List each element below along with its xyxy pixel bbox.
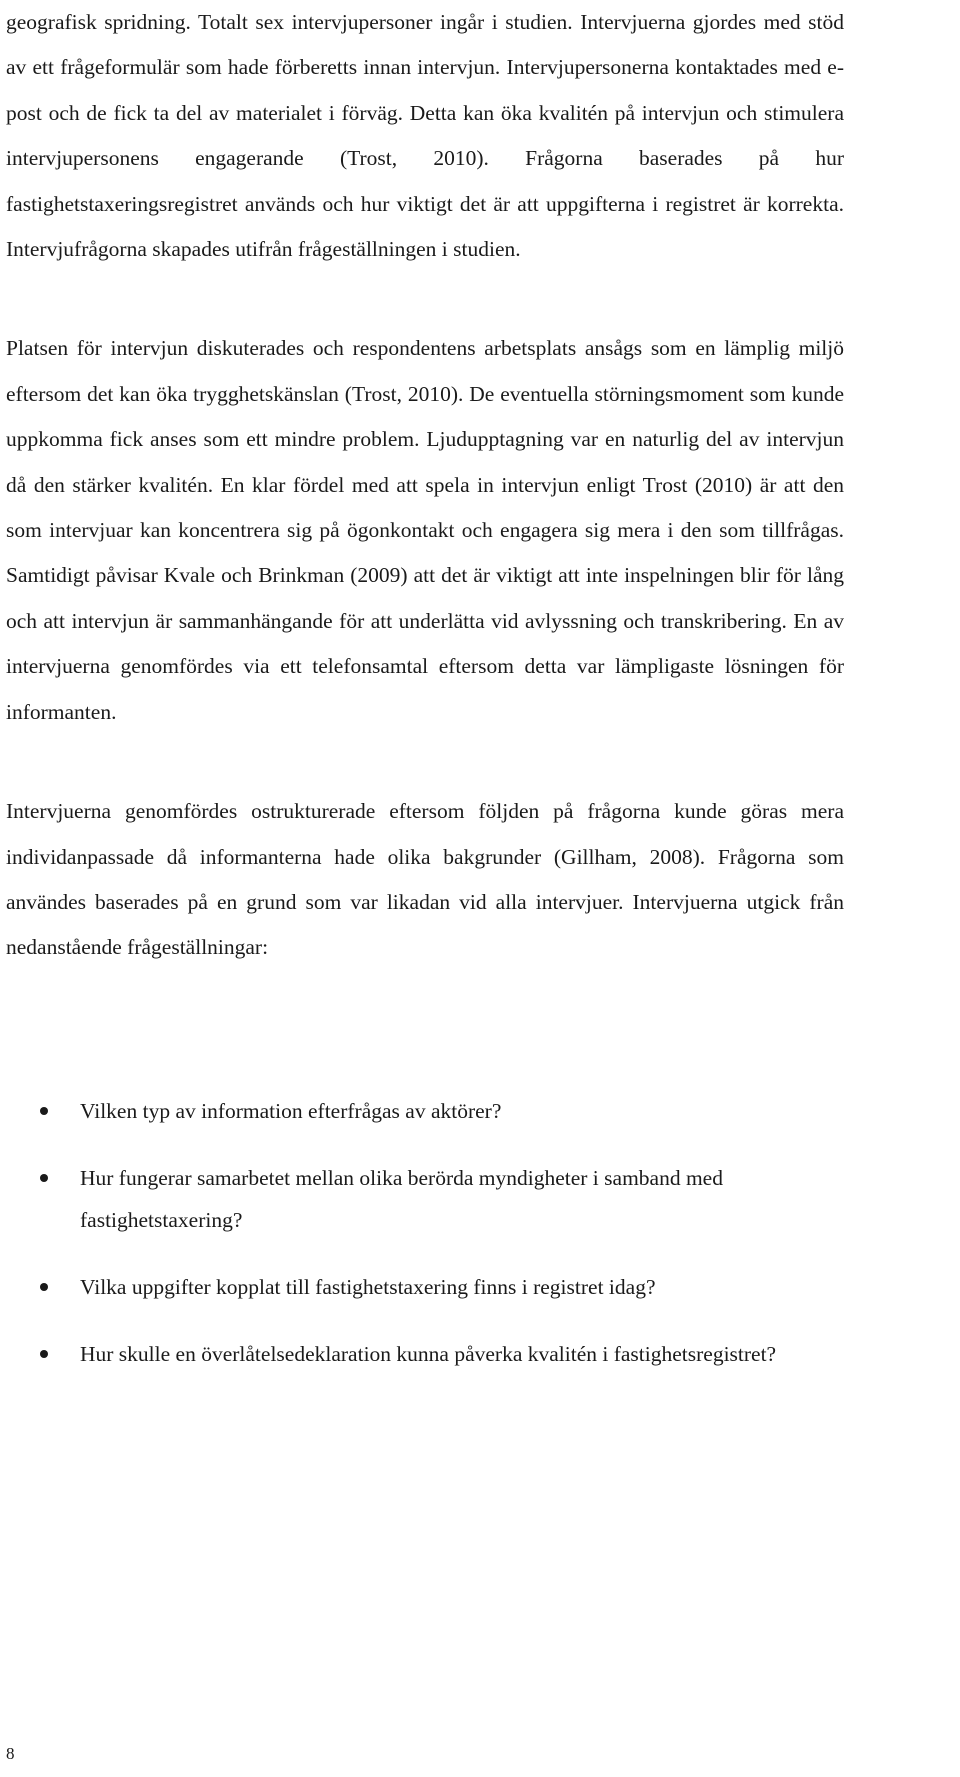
bullet-icon (40, 1174, 48, 1182)
list-item-text: Hur fungerar samarbetet mellan olika berörda myndigheter i samband med fastighetstaxering? (80, 1165, 723, 1232)
list-item (6, 1090, 844, 1132)
list-item-text: Hur skulle en överlåtelsedeklaration kunna påverka kvalitén i fastighetsregistret? (80, 1341, 777, 1366)
list-item (6, 1157, 844, 1241)
page-number: 8 (6, 1744, 15, 1763)
list-item (6, 1333, 844, 1375)
document-page (6, 0, 844, 1400)
list-item-text: Vilken typ av information efterfrågas av aktörer? (80, 1098, 502, 1123)
bullet-icon (40, 1107, 48, 1115)
body-paragraph: Platsen för intervjun diskuterades och respondentens arbetsplats ansågs som en lämplig miljö eftersom det kan öka trygghetskänslan (Trost, 2010). De eventuella störningsmoment som kunde uppkomma fick anses som ett mindre problem. Ljudupptagning var en naturlig del av intervjun då den stärker kvalitén. En klar fördel med att spela in intervjun enligt Trost (2010) är att den som intervjuar kan koncentrera sig på ögonkontakt och engagera sig mera i den som tillfrågas. Samtidigt påvisar Kvale och Brinkman (2009) att det är viktigt att inte inspelningen blir för lång och att intervjun är sammanhängande för att underlätta vid avlyssning och transkribering. En av intervjuerna genomfördes via ett telefonsamtal eftersom detta var lämpligaste lösningen för informanten. (6, 336, 844, 724)
bullet-icon (40, 1350, 48, 1358)
body-paragraph: Intervjuerna genomfördes ostrukturerade eftersom följden på frågorna kunde göras mera individanpassade då informanterna hade olika bakgrunder (Gillham, 2008). Frågorna som användes baserades på en grund som var likadan vid alla intervjuer. Intervjuerna utgick från nedanstående frågeställningar: (6, 799, 844, 960)
bullet-icon (40, 1283, 48, 1291)
list-item (6, 1266, 844, 1308)
question-list (6, 1090, 844, 1375)
list-item-text: Vilka uppgifter kopplat till fastighetstaxering finns i registret idag? (80, 1274, 656, 1299)
body-paragraph: geografisk spridning. Totalt sex intervjupersoner ingår i studien. Intervjuerna gjordes med stöd av ett frågeformulär som hade förberetts innan intervjun. Intervjupersonerna kontaktades med e-post och de fick ta del av materialet i förväg. Detta kan öka kvalitén på intervjun och stimulera intervjupersonens engagerande (Trost, 2010). Frågorna baserades på hur fastighetstaxeringsregistret används och hur viktigt det är att uppgifterna i registret är korrekta. Intervjufrågorna skapades utifrån frågeställningen i studien. (6, 10, 844, 262)
